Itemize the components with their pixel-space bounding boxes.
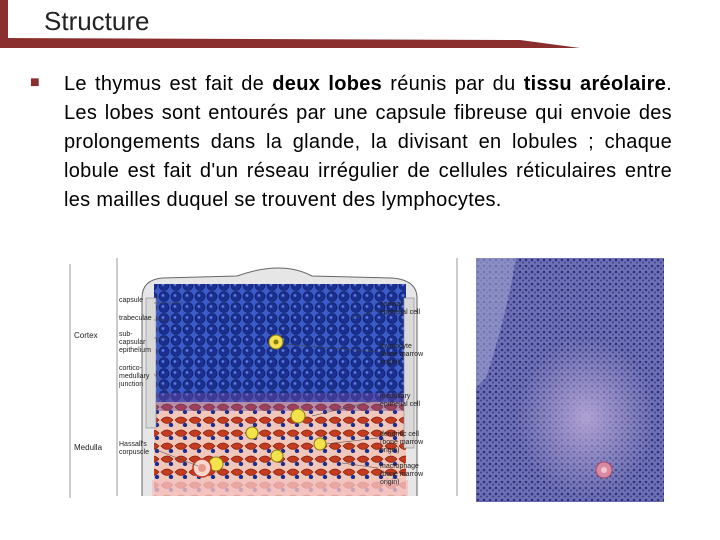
slide-title: Structure xyxy=(44,6,150,36)
label-macrophage-2: (bone marrow xyxy=(380,471,424,478)
label-macrophage-3: origin) xyxy=(380,479,400,486)
label-hassalls-2: corpuscle xyxy=(119,449,149,456)
bold-run-tissu-areolaire: tissu aréolaire xyxy=(523,73,667,95)
label-macrophage-1: macrophage xyxy=(380,463,419,470)
label-medullary-epithelial-1: medullary xyxy=(380,393,411,400)
bold-run-deux-lobes: deux lobes xyxy=(272,73,383,95)
label-capsule: capsule xyxy=(119,297,144,304)
text-run: Le thymus est fait de xyxy=(64,73,273,95)
title-underline xyxy=(0,38,580,50)
bullet-paragraph xyxy=(64,70,672,215)
label-dendritic-3: origin) xyxy=(380,447,400,454)
label-thymocyte-2: (bone marrow xyxy=(380,351,424,358)
thymus-lobule-diagram xyxy=(62,258,462,502)
label-thymocyte-3: origin) xyxy=(380,359,400,366)
label-medulla: Medulla xyxy=(74,443,103,452)
text-run: réunis par du xyxy=(382,73,524,95)
bullet-square-icon: ■ xyxy=(30,74,40,91)
label-subcapsular-2: capsular xyxy=(119,339,146,346)
label-cortex: Cortex xyxy=(74,331,98,340)
label-trabeculae: trabeculae xyxy=(119,315,152,322)
thymus-micrograph xyxy=(476,258,664,502)
bullet-list xyxy=(30,70,672,215)
text-run: . Les lobes sont entourés par une capsule fibreuse qui envoie des prolongements dans la glande, la divisant en lobules ; chaque lobule est fait d'un réseau irrégulier de cellules réticulaires entre les mailles duquel se trouvent des lymphocytes. xyxy=(64,73,673,211)
label-corticomedullary-2: medullary xyxy=(119,373,150,380)
label-thymocyte-1: thymocyte xyxy=(380,343,412,350)
label-subcapsular-1: sub- xyxy=(119,331,133,338)
label-corticomedullary-1: cortico- xyxy=(119,365,142,372)
label-medullary-epithelial-2: epithelial cell xyxy=(380,401,421,408)
label-dendritic-2: (bone marrow xyxy=(380,439,424,446)
label-hassalls-1: Hassall's xyxy=(119,441,147,448)
label-dendritic-1: dendritic cell xyxy=(380,431,419,438)
label-corticomedullary-3: junction xyxy=(119,381,144,388)
label-cortical-epithelial-1: cortical xyxy=(380,301,403,308)
label-cortical-epithelial-2: epithelial cell xyxy=(380,309,421,316)
label-subcapsular-3: epithelium xyxy=(119,347,151,354)
